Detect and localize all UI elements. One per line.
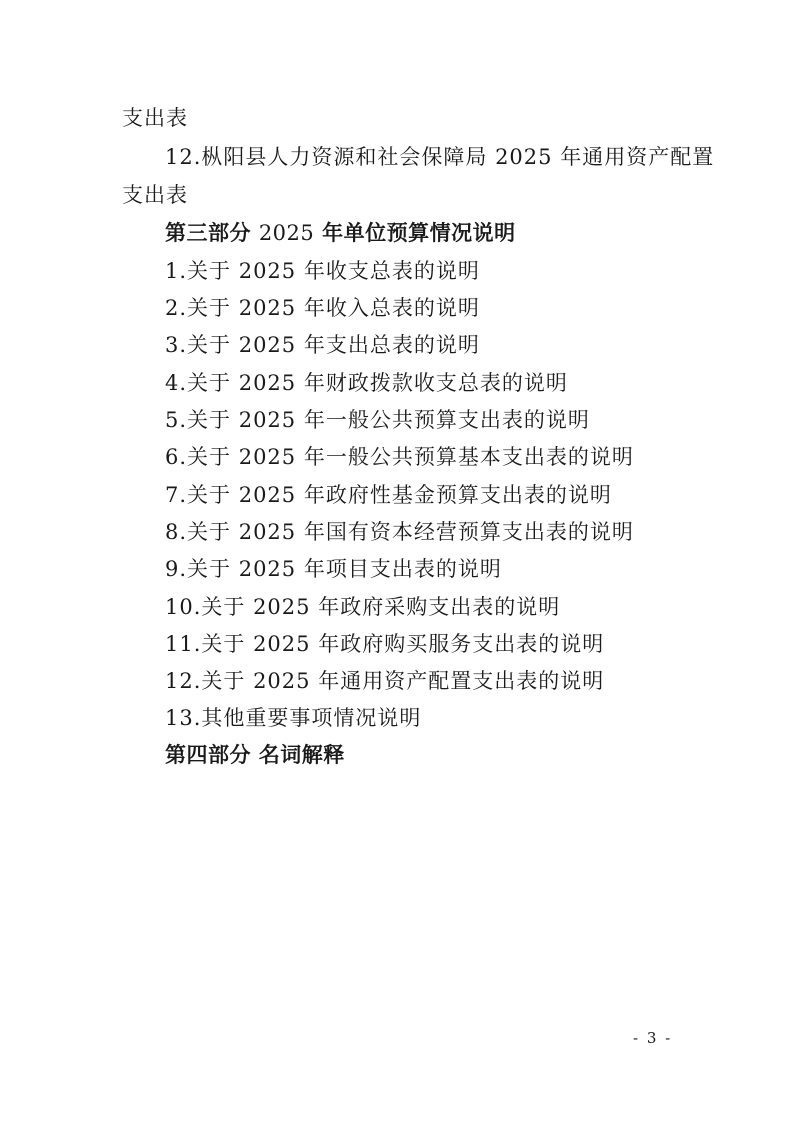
toc-item: 8.关于 2025 年国有资本经营预算支出表的说明 (165, 520, 634, 544)
toc-item-12-line1: 12.枞阳县人力资源和社会保障局 2025 年通用资产配置 (165, 145, 715, 169)
section-3-heading-suffix: 年单位预算情况说明 (314, 221, 516, 245)
section-3-heading (165, 219, 516, 247)
toc-item: 11.关于 2025 年政府购买服务支出表的说明 (165, 632, 605, 656)
section-4-heading: 第四部分 名词解释 (165, 743, 345, 767)
toc-item: 2.关于 2025 年收入总表的说明 (165, 296, 480, 320)
page-number: - 3 - (633, 1029, 673, 1047)
toc-item: 3.关于 2025 年支出总表的说明 (165, 333, 480, 357)
toc-item: 10.关于 2025 年政府采购支出表的说明 (165, 595, 561, 619)
toc-item: 6.关于 2025 年一般公共预算基本支出表的说明 (165, 445, 634, 469)
toc-item-12-line2: 支出表 (122, 183, 188, 207)
toc-item: 12.关于 2025 年通用资产配置支出表的说明 (165, 669, 605, 693)
section-3-heading-year: 2025 (258, 221, 315, 245)
toc-item: 4.关于 2025 年财政拨款收支总表的说明 (165, 371, 568, 395)
toc-item: 7.关于 2025 年政府性基金预算支出表的说明 (165, 483, 612, 507)
toc-item: 1.关于 2025 年收支总表的说明 (165, 259, 480, 283)
toc-item: 5.关于 2025 年一般公共预算支出表的说明 (165, 408, 590, 432)
toc-item: 9.关于 2025 年项目支出表的说明 (165, 557, 502, 581)
section-3-heading-prefix: 第三部分 (165, 221, 259, 245)
continued-item-tail: 支出表 (122, 106, 188, 130)
toc-item: 13.其他重要事项情况说明 (165, 706, 422, 730)
